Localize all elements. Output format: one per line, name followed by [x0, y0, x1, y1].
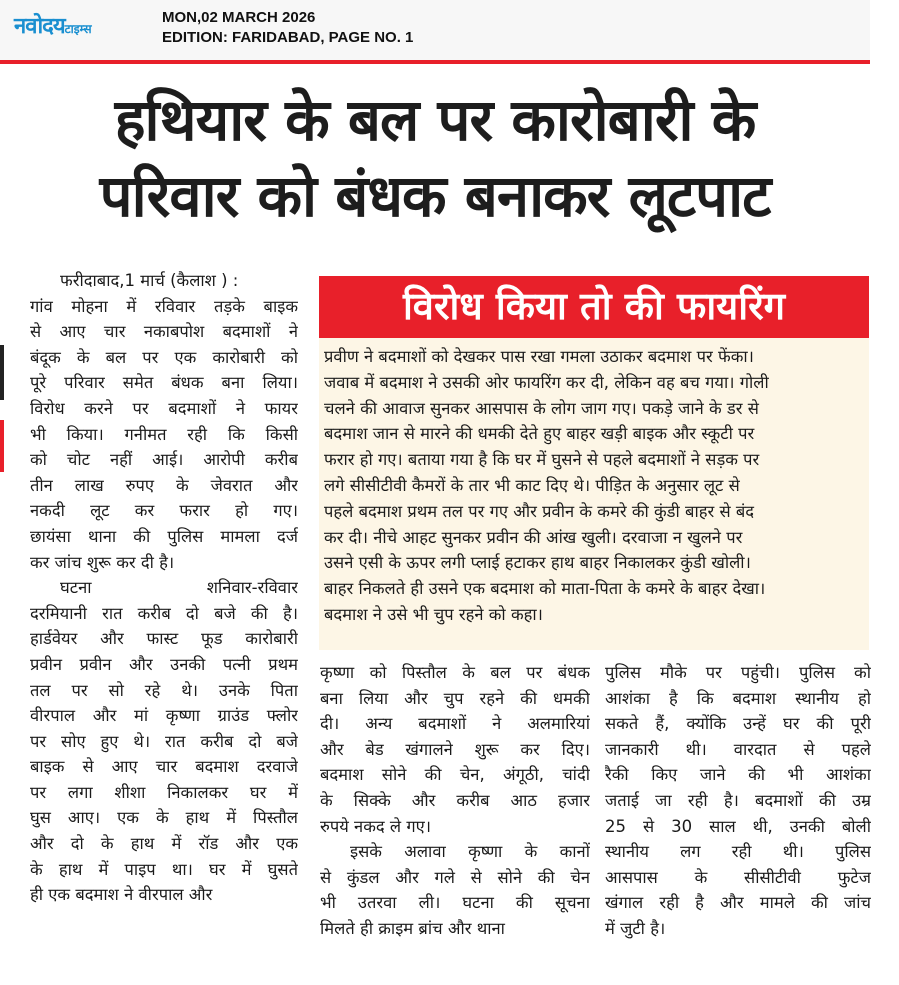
text-line: घटना शनिवार-रविवार — [60, 578, 298, 598]
text-line: कर दी। नीचे आहट सुनकर प्रवीन की आंख खुली। दरवाजा न खुलने पर — [324, 527, 743, 547]
text-line: आसपास के सीसीटीवी फुटेज — [605, 867, 871, 887]
text-line: के सिक्के और करीब आठ हजार — [320, 790, 590, 810]
article-column-3 — [605, 660, 871, 942]
text-line: को चोट नहीं आई। आरोपी करीब — [30, 450, 298, 470]
text-line: पर सोए हुए थे। रात करीब दो बजे — [30, 731, 298, 751]
text-line: पुलिस मौके पर पहुंची। पुलिस को — [605, 663, 871, 682]
text-line: स्थानीय लग रही थी। पुलिस — [605, 842, 871, 862]
text-line: बंदूक के बल पर एक कारोबारी को — [30, 347, 298, 367]
text-line: कृष्णा को पिस्तौल के बल पर बंधक — [320, 663, 590, 682]
text-line: पर लगा शीशा निकालकर घर में — [30, 782, 298, 802]
sidebar-box — [319, 276, 869, 650]
text-line: उसने एसी के ऊपर लगी प्लाई हटाकर हाथ बाहर निकालकर कुंडी खोली। — [324, 553, 751, 573]
article-column-2 — [320, 660, 590, 942]
text-line: बदमाश सोने की चेन, अंगूठी, चांदी — [320, 765, 590, 785]
text-line: घुस आए। एक के हाथ में पिस्तौल — [30, 808, 298, 828]
text-line: फरार हो गए। बताया गया है कि घर में घुसने से पहले बदमाशों ने सड़क पर — [324, 450, 760, 470]
page-edge-mark — [0, 420, 4, 472]
page-edge-mark — [0, 345, 4, 400]
text-line: से आए चार नकाबपोश बदमाशों ने — [30, 322, 298, 342]
text-line: जताई जा रही है। बदमाशों की उम्र — [605, 790, 871, 810]
text-line: मिलते ही क्राइम ब्रांच और थाना — [320, 918, 505, 938]
text-line: बाहर निकलते ही उसने एक बदमाश को माता-पिता के कमरे के बाहर देखा। — [324, 579, 766, 599]
text-line: ही एक बदमाश ने वीरपाल और — [30, 885, 213, 905]
text-line: इसके अलावा कृष्णा के कानों — [350, 842, 590, 862]
text-line: के हाथ में पाइप था। घर में घुसते — [30, 859, 298, 879]
text-line: में जुटी है। — [605, 918, 666, 938]
edition-info — [162, 8, 413, 48]
text-line: और बेड खंगालने शुरू कर दिए। — [320, 739, 590, 759]
text-line: बदमाश ने उसे भी चुप रहने को कहा। — [324, 604, 543, 624]
text-line: चलने की आवाज सुनकर आसपास के लोग जाग गए। पकड़े जाने के डर से — [324, 398, 759, 418]
text-line: भी किया। गनीमत रही कि किसी — [30, 424, 298, 444]
text-line: बना लिया और चुप रहने की धमकी — [320, 688, 590, 708]
text-line: आशंका है कि बदमाश स्थानीय हो — [605, 688, 871, 708]
text-line: खंगाल रही है और मामले की जांच — [605, 893, 871, 913]
text-line: पहले बदमाश प्रथम तल पर गए और प्रवीन के कमरे की कुंडी बाहर से बंद — [324, 501, 755, 521]
text-line: फरीदाबाद,1 मार्च (कैलाश ) : — [60, 271, 239, 290]
text-line: पूरे परिवार समेत बंधक बना लिया। — [30, 373, 298, 393]
text-line: से कुंडल और गले से सोने की चेन — [320, 867, 590, 887]
edition-page: EDITION: FARIDABAD, PAGE NO. 1 — [162, 29, 414, 46]
text-line: 25 से 30 साल थी, उनकी बोली — [605, 816, 871, 836]
text-line: दी। अन्य बदमाशों ने अलमारियां — [320, 714, 590, 734]
text-line: रैकी किए जाने की भी आशंका — [605, 765, 871, 785]
article-column-1 — [30, 268, 298, 908]
text-line: लगे सीसीटीवी कैमरों के तार भी काट दिए थे। पीड़ित के अनुसार लूट से — [324, 475, 740, 495]
issue-date: MON,02 MARCH 2026 — [162, 9, 316, 26]
masthead-bar — [0, 0, 870, 64]
text-line: तल पर सो रहे थे। उनके पिता — [30, 680, 298, 700]
newspaper-logo: नवोदयटाइम्स — [14, 14, 92, 39]
text-line: कर जांच शुरू कर दी है। — [30, 552, 175, 572]
sidebar-box-text — [324, 344, 864, 628]
text-line: छायंसा थाना की पुलिस मामला दर्ज — [30, 526, 298, 546]
text-line: प्रवीन प्रवीन और उनकी पत्नी प्रथम — [30, 654, 298, 674]
text-line: नकदी लूट कर फरार हो गए। — [30, 501, 298, 521]
text-line: भी उतरवा ली। घटना की सूचना — [320, 893, 590, 913]
text-line: बदमाश जान से मारने की धमकी देते हुए बाहर खड़ी बाइक और स्कूटी पर — [324, 424, 755, 444]
text-line: सकते हैं, क्योंकि उन्हें घर की पूरी — [605, 714, 871, 734]
text-line: जवाब में बदमाश ने उसकी ओर फायरिंग कर दी, लेकिन वह बच गया। गोली — [324, 372, 769, 392]
text-line: तीन लाख रुपए के जेवरात और — [30, 475, 298, 495]
text-line: गांव मोहना में रविवार तड़के बाइक — [30, 296, 298, 316]
text-line: बाइक से आए चार बदमाश दरवाजे — [30, 757, 298, 777]
text-line: रुपये नकद ले गए। — [320, 816, 431, 836]
text-line: दरमियानी रात करीब दो बजे की है। — [30, 603, 298, 623]
text-line: वीरपाल और मां कृष्णा ग्राउंड फ्लोर — [30, 706, 298, 726]
text-line: विरोध करने पर बदमाशों ने फायर — [30, 398, 298, 418]
sidebar-box-title: विरोध किया तो की फायरिंग — [319, 276, 869, 338]
text-line: हार्डवेयर और फास्ट फूड कारोबारी — [30, 629, 298, 649]
text-line: प्रवीण ने बदमाशों को देखकर पास रखा गमला उठाकर बदमाश पर फेंका। — [324, 347, 754, 366]
headline: हथियार के बल पर कारोबारी के परिवार को बंधक बनाकर लूटपाट — [99, 86, 771, 230]
text-line: और दो के हाथ में रॉड और एक — [30, 834, 298, 854]
text-line: जानकारी थी। वारदात से पहले — [605, 739, 871, 759]
